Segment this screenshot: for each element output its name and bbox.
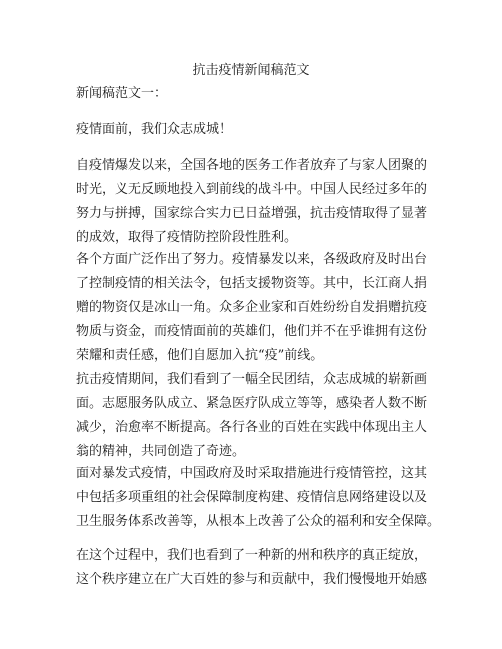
paragraph-line: 各个方面广泛作出了努力。疫情暴发以来，各级政府及时出台 [76,252,428,267]
paragraph-line: 翁的精神，共同创造了奇迹。 [76,444,246,459]
paragraph-line: 物质与资金，而疫情面前的英雄们，他们并不在乎谁拥有这份 [76,324,428,339]
section-label-text: 新闻稿范文一： [76,86,168,101]
section-label [76,82,436,106]
paragraph-1 [76,154,436,250]
headline [76,118,436,142]
paragraph-line: 中包括多项重组的社会保障制度构建、疫情信息网络建设以及 [76,490,428,505]
paragraph-5 [76,544,436,592]
paragraph-2 [76,248,436,368]
paragraph-line: 荣耀和责任感，他们自愿加入抗“疫”前线。 [76,348,324,363]
paragraph-line: 努力与拼搏，国家综合实力已日益增强，抗击疫情取得了显著 [76,206,428,221]
paragraph-4 [76,462,441,534]
paragraph-line: 时光，义无反顾地投入到前线的战斗中。中国人民经过多年的 [76,182,428,197]
paragraph-3 [76,368,436,464]
document-title: 抗击疫情新闻稿范文 [192,63,310,78]
paragraph-line: 卫生服务体系改善等，从根本上改善了公众的福利和安全保障。 [76,514,441,529]
paragraph-line: 抗击疫情期间，我们看到了一幅全民团结，众志成城的崭新画 [76,372,428,387]
paragraph-line: 减少，治愈率不断提高。各行各业的百姓在实践中体现出主人 [76,420,428,435]
paragraph-line: 在这个过程中，我们也看到了一种新的州和秩序的真正绽放， [76,548,428,563]
headline-text: 疫情面前，我们众志成城！ [76,122,233,137]
paragraph-line: 这个秩序建立在广大百姓的参与和贡献中，我们慢慢地开始感 [76,572,428,587]
paragraph-line: 的成效，取得了疫情防控阶段性胜利。 [76,230,298,245]
paragraph-line: 面。志愿服务队成立、紧急医疗队成立等等，感染者人数不断 [76,396,428,411]
paragraph-line: 了控制疫情的相关法令，包括支援物资等。其中，长江商人捐 [76,276,428,291]
paragraph-line: 面对暴发式疫情，中国政府及时采取措施进行疫情管控，这其 [76,466,428,481]
paragraph-line: 自疫情爆发以来，全国各地的医务工作者放弃了与家人团聚的 [76,158,428,173]
paragraph-line: 赠的物资仅是冰山一角。众多企业家和百姓纷纷自发捐赠抗疫 [76,300,428,315]
